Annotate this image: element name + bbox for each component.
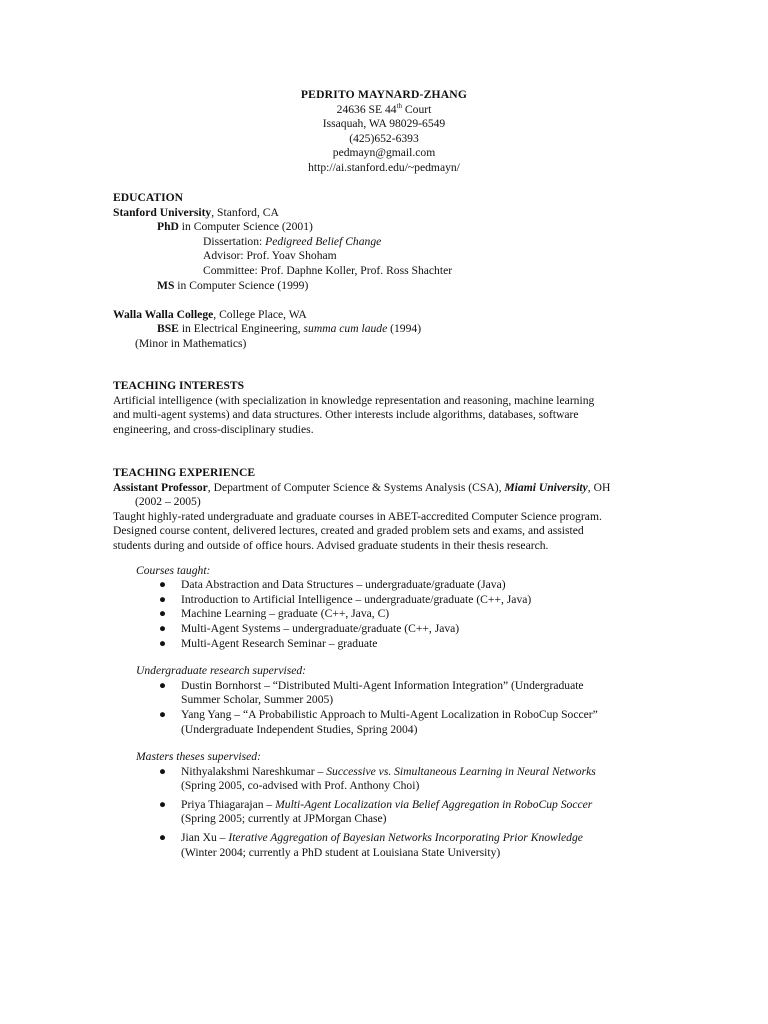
list-item: ● Priya Thiagarajan – Multi-Agent Localization via Belief Aggregation in RoboCup Soccer (Spring 2005; currently at JPMorgan Chase) — [159, 797, 593, 826]
bullet-icon: ● — [159, 678, 167, 692]
list-item: ● Introduction to Artificial Intelligence – undergraduate/graduate (C++, Java) — [159, 592, 532, 606]
experience-desc-2: Designed course content, delivered lectures, created and graded problem sets and exams, and assisted — [113, 524, 584, 538]
undergrad-research-label: Undergraduate research supervised: — [136, 664, 307, 678]
bullet-icon: ● — [159, 607, 167, 621]
degree-bse: BSE in Electrical Engineering, summa cum laude (1994) — [157, 322, 422, 336]
bullet-icon: ● — [159, 764, 167, 778]
experience-desc-3: students during and outside of office hours. Advised graduate students in their thesis research. — [113, 538, 549, 552]
education-heading: EDUCATION — [113, 191, 183, 204]
degree-ms: MS in Computer Science (1999) — [157, 278, 309, 292]
email-line: pedmayn@gmail.com — [332, 146, 436, 160]
bullet-icon: ● — [159, 797, 167, 811]
masters-theses-label: Masters theses supervised: — [136, 750, 261, 764]
school-stanford: Stanford University, Stanford, CA — [113, 205, 279, 219]
education-section — [113, 191, 653, 352]
bullet-icon: ● — [159, 621, 167, 635]
bullet-icon: ● — [159, 578, 167, 592]
interests-heading: TEACHING INTERESTS — [113, 379, 245, 392]
bullet-icon: ● — [159, 636, 167, 650]
list-item: ● Nithyalakshmi Nareshkumar – Successive vs. Simultaneous Learning in Neural Networks (Spring 2005, co-advised with Prof. Anthony Choi) — [159, 764, 596, 793]
teaching-interests-section — [113, 379, 653, 437]
dissertation-line: Dissertation: Pedigreed Belief Change — [203, 234, 382, 248]
committee-line: Committee: Prof. Daphne Koller, Prof. Ross Shachter — [203, 263, 453, 277]
minor-line: (Minor in Mathematics) — [135, 336, 247, 350]
contact-header — [0, 88, 768, 176]
position-years: (2002 – 2005) — [135, 495, 201, 509]
address-line: 24636 SE 44th Court — [336, 101, 432, 116]
list-item: ● Machine Learning – graduate (C++, Java, C) — [159, 607, 390, 621]
experience-desc-1: Taught highly-rated undergraduate and graduate courses in ABET-accredited Computer Science program. — [113, 509, 602, 523]
list-item: ● Jian Xu – Iterative Aggregation of Bayesian Networks Incorporating Prior Knowledge (Winter 2004; currently a PhD student at Louisiana State University) — [159, 831, 583, 859]
advisor-line: Advisor: Prof. Yoav Shoham — [203, 249, 337, 263]
school-walla-walla: Walla Walla College, College Place, WA — [113, 307, 307, 321]
interests-text-3: engineering, and cross-disciplinary studies. — [113, 422, 314, 436]
url-line: http://ai.stanford.edu/~pedmayn/ — [308, 160, 460, 174]
bullet-icon: ● — [159, 831, 167, 845]
experience-heading: TEACHING EXPERIENCE — [113, 466, 256, 479]
list-item: ● Data Abstraction and Data Structures – undergraduate/graduate (Java) — [159, 578, 506, 592]
position-line: Assistant Professor, Department of Computer Science & Systems Analysis (CSA), Miami University, OH — [113, 480, 611, 494]
interests-text-1: Artificial intelligence (with specialization in knowledge representation and reasoning, machine learning — [113, 393, 595, 407]
list-item: ● Multi-Agent Systems – undergraduate/graduate (C++, Java) — [159, 621, 460, 635]
phone-line: (425)652-6393 — [349, 131, 419, 145]
courses-list — [113, 578, 653, 651]
masters-theses-list — [113, 765, 653, 861]
bullet-icon: ● — [159, 707, 167, 721]
degree-phd: PhD in Computer Science (2001) — [157, 220, 313, 234]
bullet-icon: ● — [159, 592, 167, 606]
person-name: PEDRITO MAYNARD-ZHANG — [300, 88, 468, 101]
city-line: Issaquah, WA 98029-6549 — [322, 117, 446, 131]
list-item: ● Multi-Agent Research Seminar – graduate — [159, 636, 378, 650]
list-item: ● Dustin Bornhorst – “Distributed Multi-Agent Information Integration” (Undergraduate Summer Scholar, Summer 2005) — [159, 678, 584, 707]
undergrad-research-list — [113, 679, 653, 737]
teaching-experience-section — [113, 466, 653, 860]
interests-text-2: and multi-agent systems) and data structures. Other interests include algorithms, databases, software — [113, 408, 579, 422]
courses-label: Courses taught: — [136, 563, 211, 577]
list-item: ● Yang Yang – “A Probabilistic Approach to Multi-Agent Localization in RoboCup Soccer” (Undergraduate Independent Studies, Spring 2004) — [159, 707, 598, 736]
